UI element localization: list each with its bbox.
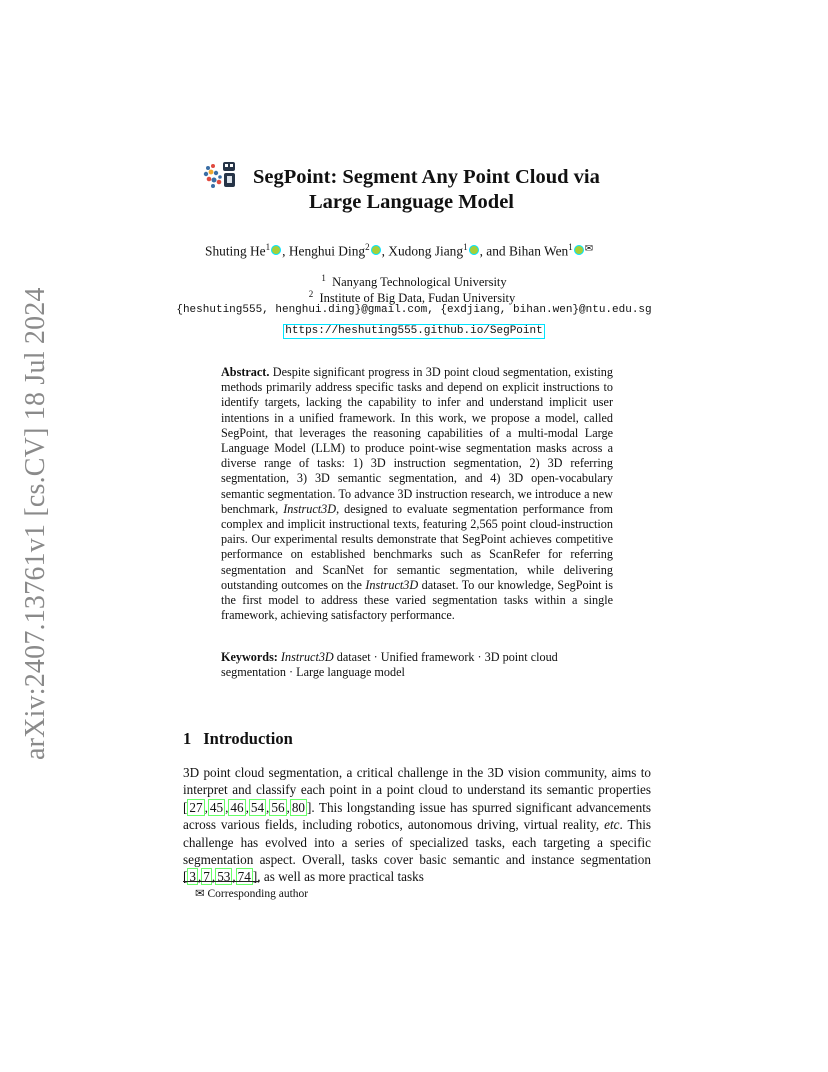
intro-emphasis: etc: [604, 817, 620, 833]
intro-text: . This challenge has evolved into a series of specialized tasks, each targeting a specific segmentation aspect. Overall, tasks cover basic semantic and instance segmentation [: [183, 817, 651, 885]
abstract-emphasis: Instruct3D: [365, 577, 419, 592]
arxiv-id: arXiv:2407.13761v1 [cs.CV] 18 Jul 2024: [20, 287, 51, 760]
affiliation-1: [0, 273, 828, 290]
paper-title-line-2: Large Language Model: [309, 191, 514, 213]
keywords-text: dataset · Unified framework · 3D point cloud segmentation · Large language model: [221, 650, 558, 680]
footnote-text: Corresponding author: [207, 888, 309, 900]
author-separator: ,: [381, 243, 389, 259]
citation-link[interactable]: 74: [237, 869, 251, 885]
author-list: [205, 242, 593, 259]
citation-link[interactable]: 54: [250, 799, 265, 815]
citation-group: 3 , 7 , 53 , 74: [189, 869, 251, 885]
citation-link[interactable]: 3: [189, 869, 196, 885]
section-title: Introduction: [203, 729, 293, 748]
orcid-icon[interactable]: [271, 245, 281, 255]
author-affiliation-mark: 2: [365, 242, 370, 252]
author-name: Xudong Jiang: [388, 243, 464, 259]
citation-link[interactable]: 7: [203, 869, 210, 885]
footnote-rule: [183, 881, 259, 882]
citation-link[interactable]: 56: [271, 799, 285, 815]
segpoint-logo-icon: [200, 158, 240, 192]
abstract-text: dataset. To our knowledge, SegPoint is the first model to address these varied segmentation tasks within a single framework, achieving satisfactory performance.: [221, 577, 614, 623]
citation-link[interactable]: 27: [189, 799, 203, 815]
citation-link[interactable]: 45: [209, 799, 224, 815]
author-separator: , and: [479, 243, 509, 259]
project-url-link[interactable]: https://heshuting555.github.io/SegPoint: [285, 325, 543, 337]
section-heading: [183, 729, 293, 749]
orcid-icon[interactable]: [574, 245, 584, 255]
author-name: Shuting He: [205, 243, 266, 259]
intro-text: ]. This longstanding issue has spurred significant advancements across various fields, including robotics, autonomous driving, virtual reality,: [183, 799, 651, 833]
affiliation-name: Institute of Big Data, Fudan University: [319, 291, 516, 306]
author-affiliation-mark: 1: [265, 242, 271, 252]
section-number: 1: [183, 729, 192, 748]
envelope-icon: ✉: [195, 888, 205, 900]
abstract-label: Abstract.: [221, 365, 270, 379]
citation-group: 27 , 45 , 46 , 54 , 56 , 80: [189, 799, 306, 815]
citation-link[interactable]: 46: [230, 799, 244, 815]
affiliation-number: 2: [308, 289, 314, 299]
affiliation-name: Nanyang Technological University: [332, 275, 507, 290]
abstract-text: Despite significant progress in 3D point cloud segmentation, existing methods primarily address specific tasks and depend on explicit instructions to identify targets, lacking the capability to infer and understand implicit user intentions in a unified framework. In this work, we propose a model, called SegPoint, that leverages the reasoning capabilities of a multi-modal Large Language Model (LLM) to produce point-wise segmentation masks across a diverse range of tasks: 1) 3D instruction segmentation, 2) 3D referring segmentation, 3) 3D semantic segmentation, and 4) 3D open-vocabulary semantic segmentation. To advance 3D instruction research, we introduce a new benchmark,: [221, 365, 613, 516]
paper-title-line-1: SegPoint: Segment Any Point Cloud via: [253, 166, 600, 188]
author-name: Henghui Ding: [288, 243, 366, 259]
affiliation-number: 1: [321, 273, 326, 283]
author-emails: {heshuting555, henghui.ding}@gmail.com, {exdjiang, bihan.wen}@ntu.edu.sg: [176, 304, 652, 316]
orcid-icon[interactable]: [371, 245, 381, 255]
keywords-label: Keywords:: [221, 650, 278, 664]
keywords: [221, 650, 613, 680]
author-affiliation-mark: 1: [463, 242, 468, 252]
abstract: [221, 365, 613, 623]
envelope-icon: ✉: [584, 243, 594, 255]
keywords-emphasis: Instruct3D: [280, 650, 334, 664]
introduction-paragraph: [183, 764, 651, 886]
author-affiliation-mark: 1: [568, 242, 573, 252]
intro-text: ], as well as more practical tasks: [252, 869, 424, 885]
author-separator: ,: [282, 243, 289, 259]
footnote: [195, 886, 308, 900]
author-name: Bihan Wen: [508, 243, 569, 259]
orcid-icon[interactable]: [469, 245, 479, 255]
citation-link[interactable]: 53: [217, 869, 231, 885]
abstract-text: , designed to evaluate segmentation performance from complex and implicit instructional texts, featuring 2,565 point cloud-instruction pairs. Our experimental results demonstrate that SegPoint achieves competitive performance on established benchmarks such as ScanRefer for referring segmentation and ScanNet for semantic segmentation, while delivering outstanding outcomes on the: [221, 501, 613, 592]
citation-link[interactable]: 80: [291, 799, 306, 815]
intro-text: 3D point cloud segmentation, a critical challenge in the 3D vision community, aims to interpret and classify each point in a point cloud to understand its semantic properties [: [183, 765, 651, 815]
abstract-emphasis: Instruct3D: [283, 501, 337, 516]
